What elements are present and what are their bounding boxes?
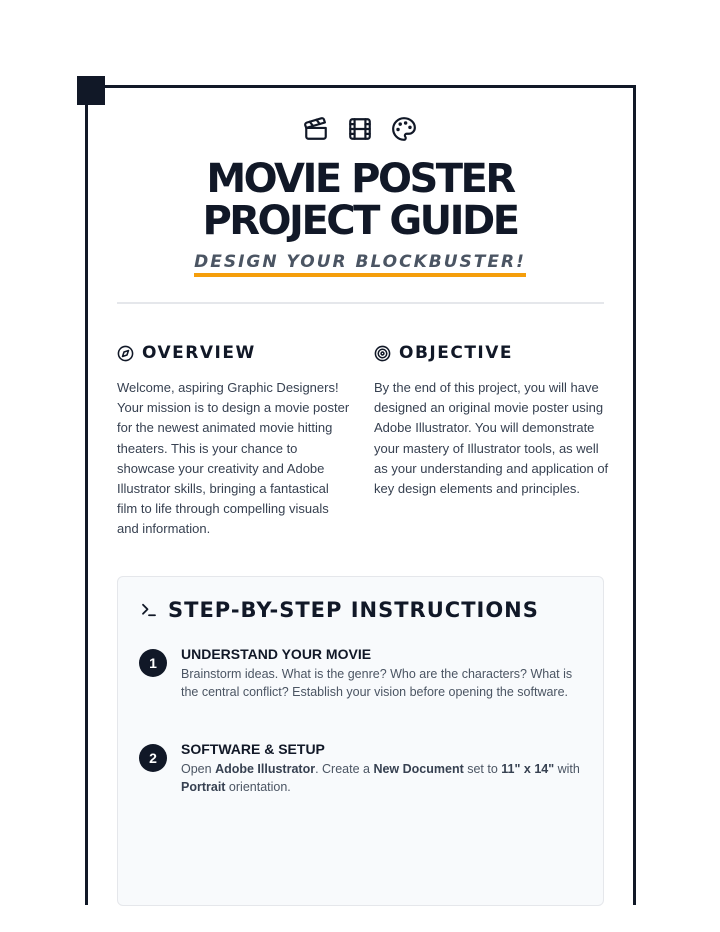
step-number: 1 <box>139 649 167 677</box>
objective-text: By the end of this project, you will have designed an original movie poster using Adobe Illustrator. You will demonstrate your mastery of Illustrator tools, as well as your understanding and application of key design elements and principles. <box>374 380 609 497</box>
overview-section <box>117 340 352 540</box>
clapperboard-icon <box>303 116 329 142</box>
target-icon <box>374 345 391 362</box>
step-number: 2 <box>139 744 167 772</box>
palette-icon <box>391 116 417 142</box>
step-title: UNDERSTAND YOUR MOVIE <box>181 646 372 662</box>
overview-heading: OVERVIEW <box>142 343 256 363</box>
title-line-1: MOVIE POSTER <box>206 156 514 202</box>
objective-section <box>374 340 609 499</box>
document-type: New Document <box>373 762 464 776</box>
app-name: Adobe Illustrator <box>215 762 316 776</box>
orientation: Portrait <box>181 780 226 794</box>
instructions-heading: STEP-BY-STEP INSTRUCTIONS <box>168 598 539 622</box>
objective-heading: OBJECTIVE <box>399 343 514 363</box>
terminal-icon <box>140 601 158 619</box>
instructions-panel <box>117 576 604 906</box>
step-text: Open Adobe Illustrator. Create a New Document set to 11" x 14" with Portrait orientation. <box>181 762 580 794</box>
page-subtitle: DESIGN YOUR BLOCKBUSTER! <box>194 252 526 277</box>
page-title <box>0 158 720 242</box>
divider <box>117 302 604 304</box>
film-icon <box>347 116 373 142</box>
overview-text: Welcome, aspiring Graphic Designers! Your mission is to design a movie poster for the newest animated movie hitting theaters. This is your chance to showcase your creativity and Adobe Illustrator skills, bringing a fantastical film to life through compelling visuals and information. <box>117 380 350 537</box>
header-icons <box>0 116 720 142</box>
document-size: 11" x 14" <box>501 762 555 776</box>
step-title: SOFTWARE & SETUP <box>181 741 325 757</box>
corner-square <box>77 76 105 105</box>
step-text: Brainstorm ideas. What is the genre? Who are the characters? What is the central conflict? Establish your vision before opening the software. <box>181 667 573 699</box>
title-line-2: PROJECT GUIDE <box>202 198 518 244</box>
compass-icon <box>117 345 134 362</box>
